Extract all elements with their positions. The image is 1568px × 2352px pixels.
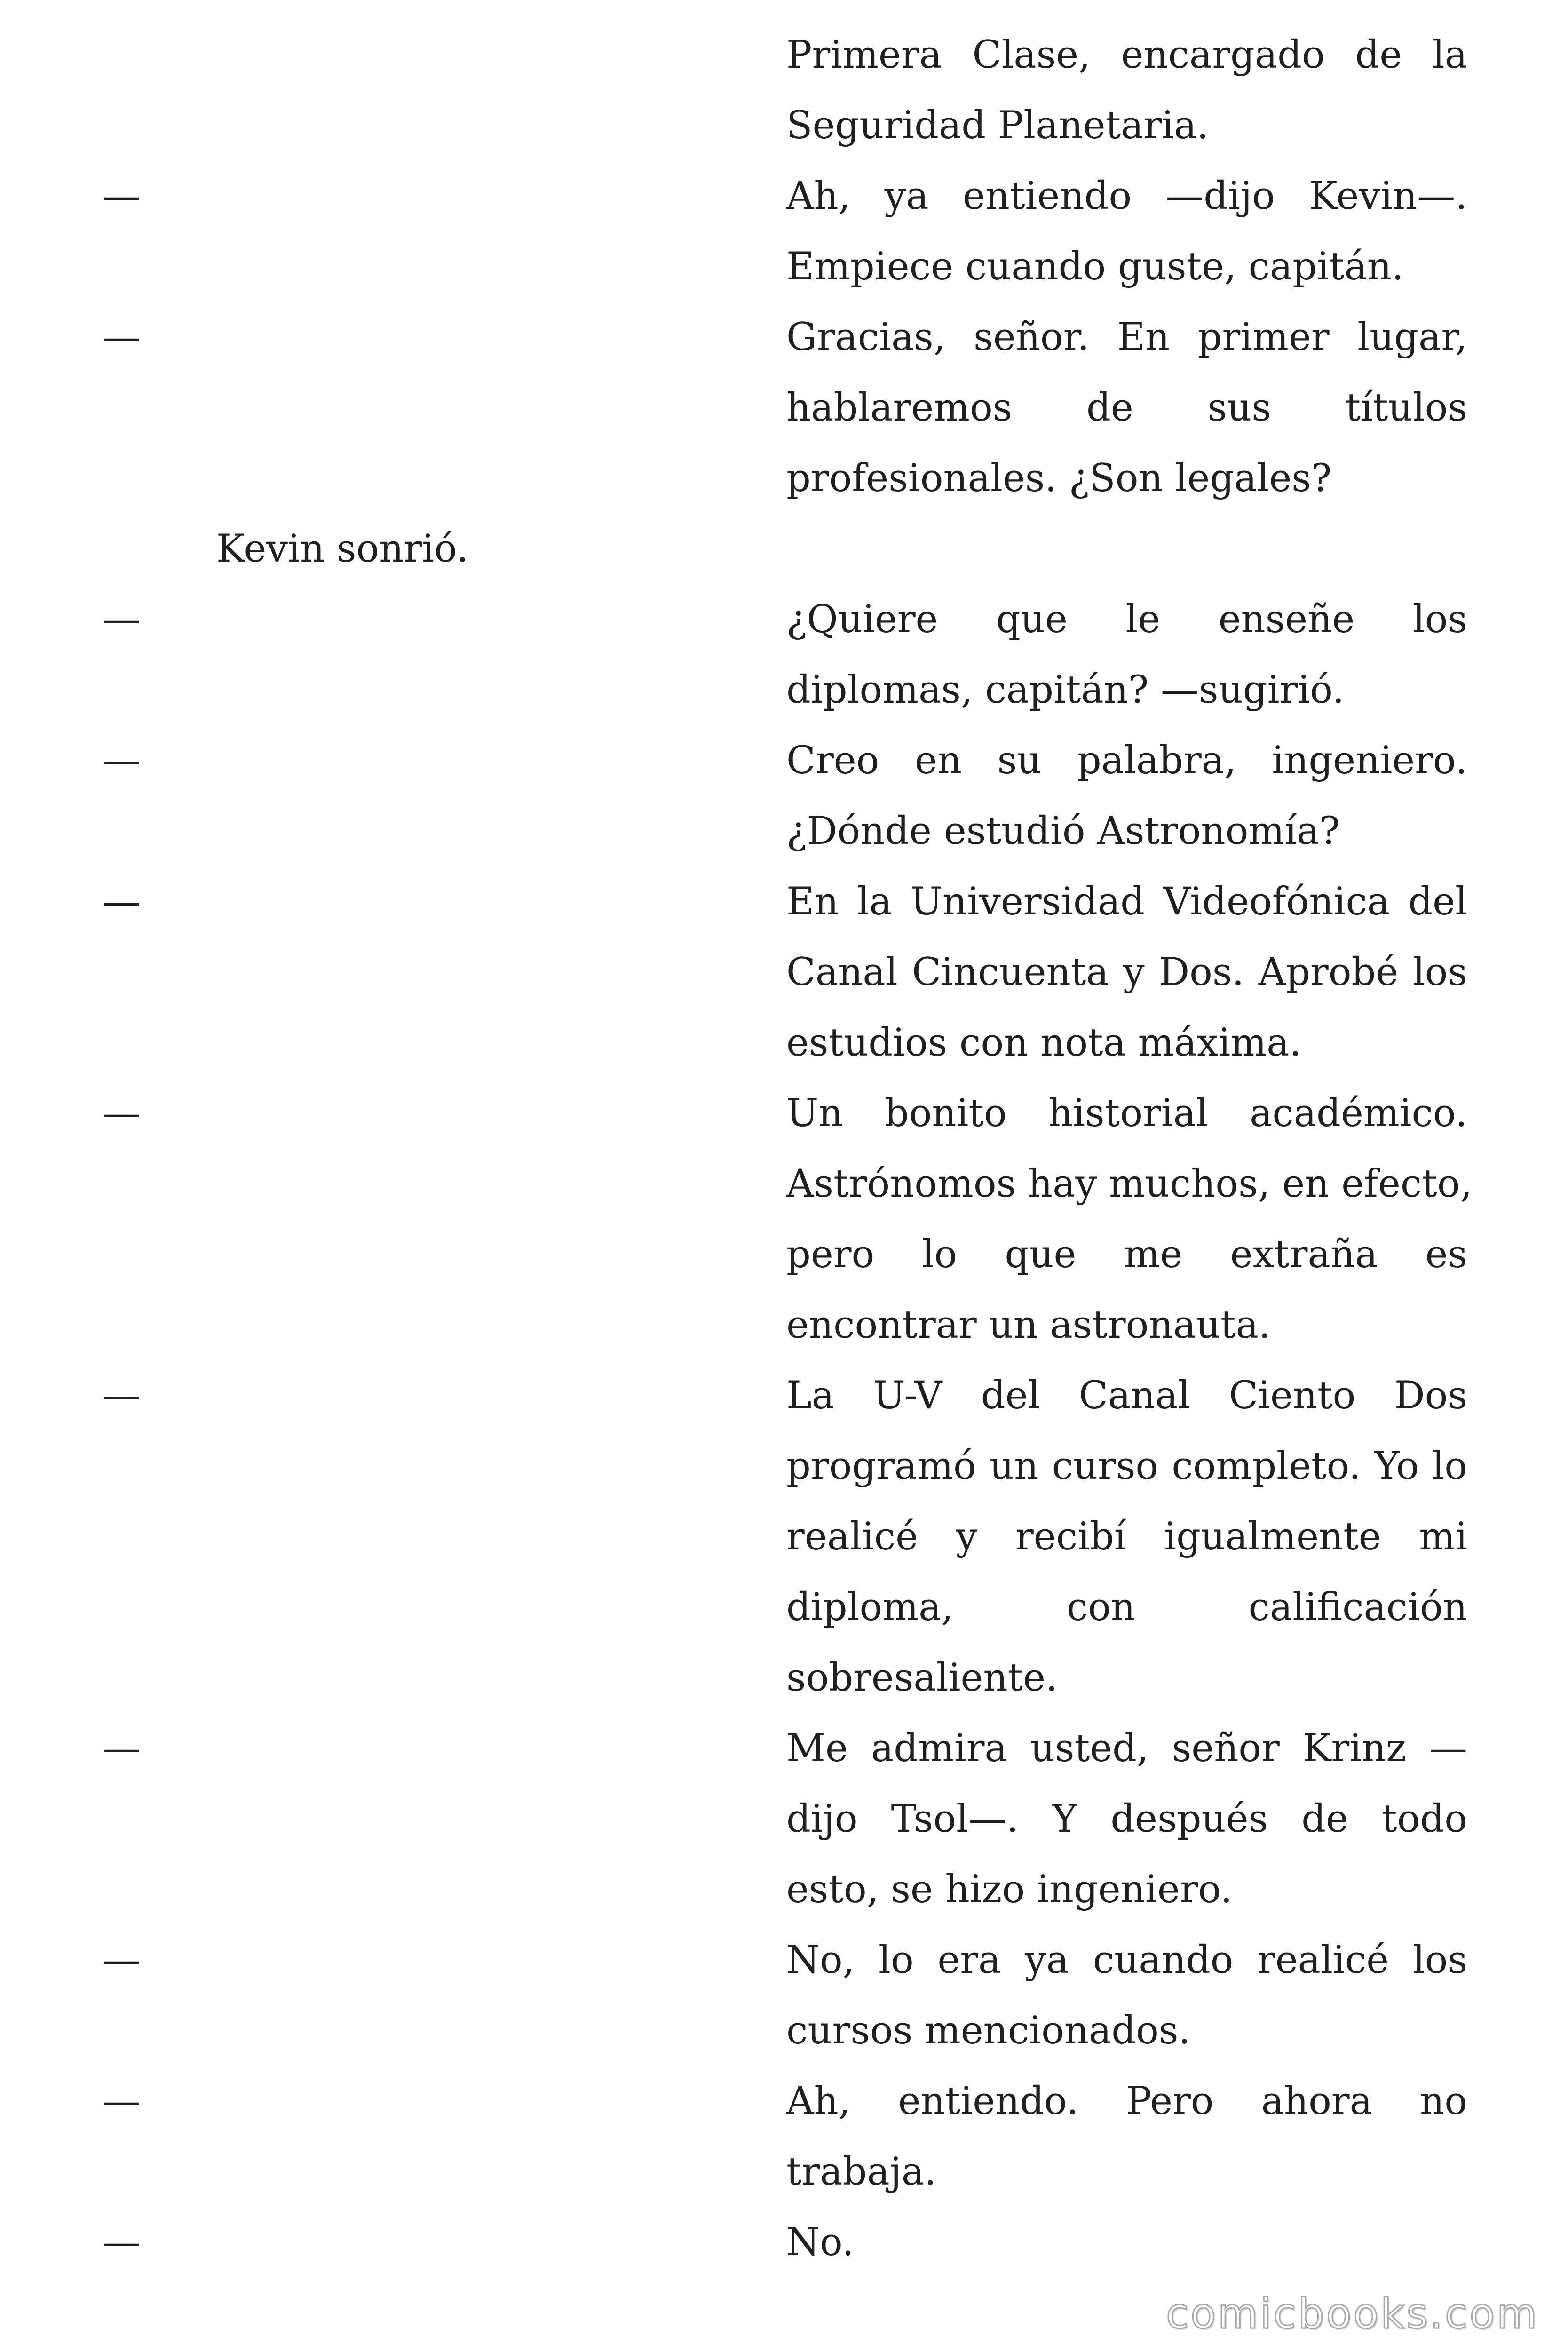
text-line: programó un curso completo. Yo lo: [786, 1444, 1467, 1488]
text-line: Un bonito historial académico.: [786, 1091, 1467, 1136]
text-line: profesionales. ¿Son legales?: [786, 456, 1332, 501]
site-watermark: comicbooks.com: [1165, 2289, 1539, 2338]
text-line: dijo Tsol—. Y después de todo: [786, 1797, 1467, 1841]
dialogue-dash: —: [103, 1726, 141, 1771]
text-line: esto, se hizo ingeniero.: [786, 1867, 1233, 1912]
text-line: trabaja.: [786, 2150, 936, 2194]
dialogue-dash: —: [103, 597, 141, 642]
text-line: encontrar un astronauta.: [786, 1303, 1271, 1347]
text-line: Canal Cincuenta y Dos. Aprobé los: [786, 950, 1467, 994]
text-line: No.: [786, 2220, 854, 2265]
text-line: Primera Clase, encargado de la: [786, 33, 1467, 77]
dialogue-dash: —: [103, 174, 141, 218]
dialogue-dash: —: [103, 739, 141, 783]
text-line: Ah, ya entiendo —dijo Kevin—.: [786, 174, 1467, 218]
dialogue-dash: —: [103, 1091, 141, 1136]
text-line: Me admira usted, señor Krinz —: [786, 1726, 1467, 1771]
text-line: En la Universidad Videofónica del: [786, 880, 1467, 924]
text-line: hablaremos de sus títulos: [786, 386, 1467, 430]
text-line: pero lo que me extraña es: [786, 1232, 1467, 1277]
text-line: Gracias, señor. En primer lugar,: [786, 315, 1467, 359]
text-line: ¿Quiere que le enseñe los: [786, 597, 1467, 642]
text-line: sobresaliente.: [786, 1656, 1058, 1700]
text-line: diplomas, capitán? —sugirió.: [786, 668, 1345, 712]
dialogue-dash: —: [103, 2220, 141, 2265]
dialogue-dash: —: [103, 1938, 141, 1982]
text-line: Astrónomos hay muchos, en efecto,: [786, 1162, 1473, 1206]
dialogue-dash: —: [103, 315, 141, 359]
text-line: No, lo era ya cuando realicé los: [786, 1938, 1467, 1982]
text-line: estudios con nota máxima.: [786, 1021, 1302, 1065]
text-line: Creo en su palabra, ingeniero.: [786, 739, 1467, 783]
text-line: La U-V del Canal Ciento Dos: [786, 1374, 1467, 1418]
text-line: Seguridad Planetaria.: [786, 103, 1209, 148]
text-line: Ah, entiendo. Pero ahora no: [786, 2079, 1467, 2123]
narration-line: Kevin sonrió.: [216, 527, 469, 571]
text-line: diploma, con calificación: [786, 1585, 1467, 1629]
dialogue-dash: —: [103, 1374, 141, 1418]
text-line: ¿Dónde estudió Astronomía?: [786, 809, 1340, 853]
text-line: realicé y recibí igualmente mi: [786, 1515, 1467, 1559]
dialogue-dash: —: [103, 880, 141, 924]
text-line: cursos mencionados.: [786, 2009, 1191, 2053]
text-line: Empiece cuando guste, capitán.: [786, 245, 1404, 289]
dialogue-dash: —: [103, 2079, 141, 2123]
